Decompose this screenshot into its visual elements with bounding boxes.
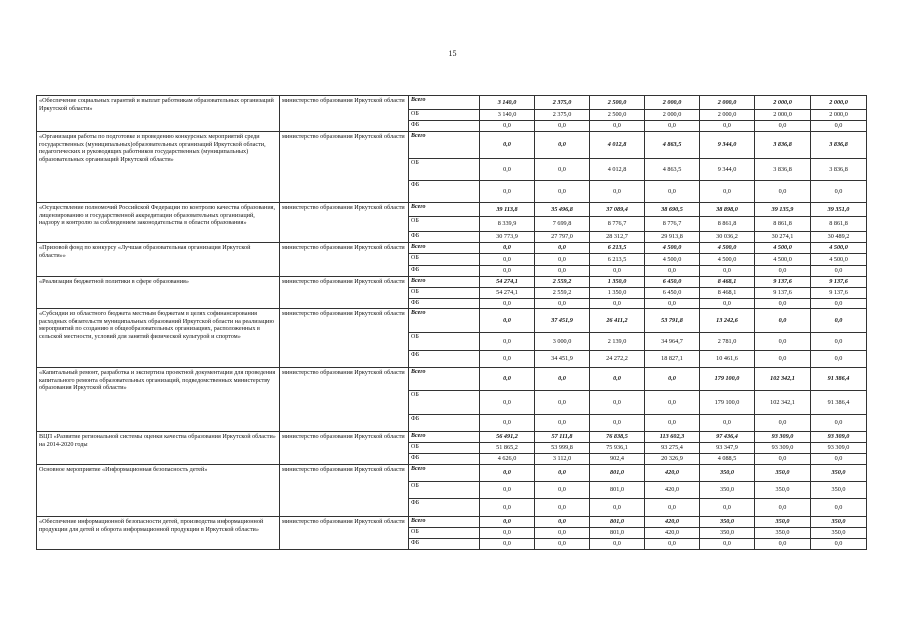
funding-source: ОБ xyxy=(409,528,480,539)
amount-cell: 2 000,0 xyxy=(755,96,811,110)
amount-cell: 10 461,6 xyxy=(700,351,755,368)
responsible-ministry: министерство образования Иркутской области xyxy=(280,96,409,132)
amount-cell: 2 000,0 xyxy=(700,110,755,121)
amount-cell: 8 776,7 xyxy=(590,217,645,232)
amount-cell: 6 450,0 xyxy=(645,287,700,298)
amount-cell: 350,0 xyxy=(811,465,867,482)
amount-cell: 0,0 xyxy=(811,309,867,333)
funding-source: Всего xyxy=(409,465,480,482)
funding-source: ФБ xyxy=(409,121,480,132)
amount-cell: 8 861,8 xyxy=(700,217,755,232)
amount-cell: 0,0 xyxy=(755,351,811,368)
amount-cell: 0,0 xyxy=(811,454,867,465)
amount-cell: 0,0 xyxy=(700,298,755,309)
funding-source: Всего xyxy=(409,96,480,110)
amount-cell: 3 140,0 xyxy=(480,96,535,110)
amount-cell: 4 500,0 xyxy=(645,254,700,266)
amount-cell: 0,0 xyxy=(535,391,590,415)
table-body xyxy=(37,96,867,550)
amount-cell: 91 386,4 xyxy=(811,368,867,391)
amount-cell: 24 272,2 xyxy=(590,351,645,368)
funding-source: ФБ xyxy=(409,539,480,550)
table-row xyxy=(37,432,867,443)
amount-cell: 4 863,5 xyxy=(645,159,700,181)
amount-cell: 0,0 xyxy=(535,266,590,277)
amount-cell: 0,0 xyxy=(645,391,700,415)
amount-cell: 2 375,0 xyxy=(535,110,590,121)
measure-name: «Субсидии из областного бюджета местным бюджетам в целях софинансирования расходных обязательств муниципальных образований Иркутской области на реализацию мероприятий по созданию в общеобразовательных организациях, расположенных в сельской местности, условий для занятий физической культурой и спортом» xyxy=(37,309,280,368)
amount-cell: 26 411,2 xyxy=(590,309,645,333)
amount-cell: 350,0 xyxy=(755,517,811,528)
amount-cell: 0,0 xyxy=(811,121,867,132)
funding-source: ОБ xyxy=(409,391,480,415)
amount-cell: 102 342,1 xyxy=(755,368,811,391)
amount-cell: 0,0 xyxy=(590,539,645,550)
amount-cell: 9 137,6 xyxy=(755,276,811,287)
amount-cell: 0,0 xyxy=(811,298,867,309)
funding-source: ФБ xyxy=(409,454,480,465)
amount-cell: 4 500,0 xyxy=(811,243,867,254)
amount-cell: 6 213,5 xyxy=(590,254,645,266)
funding-source: Всего xyxy=(409,517,480,528)
amount-cell: 0,0 xyxy=(645,415,700,432)
amount-cell: 0,0 xyxy=(645,266,700,277)
amount-cell: 9 137,6 xyxy=(811,276,867,287)
amount-cell: 350,0 xyxy=(700,528,755,539)
amount-cell: 2 500,0 xyxy=(590,110,645,121)
amount-cell: 0,0 xyxy=(700,181,755,203)
amount-cell: 350,0 xyxy=(811,482,867,499)
amount-cell: 0,0 xyxy=(755,266,811,277)
amount-cell: 179 100,0 xyxy=(700,368,755,391)
amount-cell: 3 836,8 xyxy=(755,132,811,159)
table-row xyxy=(37,517,867,528)
amount-cell: 0,0 xyxy=(811,266,867,277)
table-row xyxy=(37,96,867,110)
funding-source: ФБ xyxy=(409,298,480,309)
amount-cell: 0,0 xyxy=(480,391,535,415)
amount-cell: 9 344,0 xyxy=(700,159,755,181)
amount-cell: 801,0 xyxy=(590,465,645,482)
amount-cell: 4 012,8 xyxy=(590,132,645,159)
amount-cell: 34 451,9 xyxy=(535,351,590,368)
amount-cell: 350,0 xyxy=(755,528,811,539)
measure-name: ВЦП «Развитие региональной системы оценки качества образования Иркутской области» на 2014-2020 годы xyxy=(37,432,280,465)
amount-cell: 0,0 xyxy=(535,517,590,528)
amount-cell: 0,0 xyxy=(811,539,867,550)
amount-cell: 0,0 xyxy=(811,333,867,351)
amount-cell: 0,0 xyxy=(480,159,535,181)
table-row xyxy=(37,243,867,254)
amount-cell: 801,0 xyxy=(590,482,645,499)
amount-cell: 0,0 xyxy=(480,132,535,159)
amount-cell: 0,0 xyxy=(535,132,590,159)
funding-source: ОБ xyxy=(409,159,480,181)
responsible-ministry: министерство образования Иркутской области xyxy=(280,368,409,432)
amount-cell: 30 773,9 xyxy=(480,232,535,243)
amount-cell: 93 275,4 xyxy=(645,443,700,454)
amount-cell: 2 000,0 xyxy=(811,110,867,121)
amount-cell: 0,0 xyxy=(755,333,811,351)
amount-cell: 0,0 xyxy=(590,499,645,517)
funding-source: ФБ xyxy=(409,181,480,203)
amount-cell: 8 339,9 xyxy=(480,217,535,232)
amount-cell: 4 012,8 xyxy=(590,159,645,181)
amount-cell: 2 781,0 xyxy=(700,333,755,351)
amount-cell: 8 776,7 xyxy=(645,217,700,232)
amount-cell: 0,0 xyxy=(645,368,700,391)
amount-cell: 0,0 xyxy=(590,415,645,432)
amount-cell: 0,0 xyxy=(590,181,645,203)
table-row xyxy=(37,276,867,287)
table-row xyxy=(37,368,867,391)
amount-cell: 0,0 xyxy=(590,368,645,391)
amount-cell: 0,0 xyxy=(811,181,867,203)
amount-cell: 0,0 xyxy=(755,499,811,517)
amount-cell: 20 326,9 xyxy=(645,454,700,465)
amount-cell: 8 861,8 xyxy=(755,217,811,232)
funding-source: Всего xyxy=(409,368,480,391)
amount-cell: 4 500,0 xyxy=(811,254,867,266)
amount-cell: 0,0 xyxy=(755,309,811,333)
amount-cell: 0,0 xyxy=(535,159,590,181)
amount-cell: 51 865,2 xyxy=(480,443,535,454)
funding-source: Всего xyxy=(409,432,480,443)
amount-cell: 4 500,0 xyxy=(700,254,755,266)
amount-cell: 350,0 xyxy=(811,528,867,539)
funding-source: Всего xyxy=(409,243,480,254)
amount-cell: 3 836,8 xyxy=(755,159,811,181)
amount-cell: 350,0 xyxy=(700,482,755,499)
amount-cell: 93 347,9 xyxy=(700,443,755,454)
amount-cell: 0,0 xyxy=(535,415,590,432)
amount-cell: 0,0 xyxy=(480,243,535,254)
funding-source: ФБ xyxy=(409,351,480,368)
amount-cell: 350,0 xyxy=(700,465,755,482)
measure-name: «Обеспечение информационной безопасности детей, производства информационной продукции для детей и оборота информационной продукции в Иркутской области» xyxy=(37,517,280,550)
amount-cell: 0,0 xyxy=(645,298,700,309)
amount-cell: 2 000,0 xyxy=(645,110,700,121)
amount-cell: 54 274,1 xyxy=(480,287,535,298)
amount-cell: 8 861,8 xyxy=(811,217,867,232)
responsible-ministry: министерство образования Иркутской области xyxy=(280,203,409,243)
amount-cell: 0,0 xyxy=(535,499,590,517)
amount-cell: 0,0 xyxy=(480,298,535,309)
amount-cell: 3 140,0 xyxy=(480,110,535,121)
amount-cell: 0,0 xyxy=(480,181,535,203)
amount-cell: 8 468,1 xyxy=(700,287,755,298)
amount-cell: 4 088,5 xyxy=(700,454,755,465)
amount-cell: 0,0 xyxy=(480,351,535,368)
amount-cell: 0,0 xyxy=(480,539,535,550)
amount-cell: 29 913,8 xyxy=(645,232,700,243)
amount-cell: 0,0 xyxy=(811,499,867,517)
amount-cell: 0,0 xyxy=(480,528,535,539)
amount-cell: 0,0 xyxy=(755,539,811,550)
amount-cell: 0,0 xyxy=(480,266,535,277)
amount-cell: 0,0 xyxy=(535,254,590,266)
amount-cell: 38 690,5 xyxy=(645,203,700,217)
responsible-ministry: министерство образования Иркутской области xyxy=(280,517,409,550)
amount-cell: 0,0 xyxy=(645,499,700,517)
amount-cell: 350,0 xyxy=(700,517,755,528)
amount-cell: 420,0 xyxy=(645,517,700,528)
amount-cell: 0,0 xyxy=(700,266,755,277)
amount-cell: 57 111,8 xyxy=(535,432,590,443)
amount-cell: 9 137,6 xyxy=(755,287,811,298)
measure-name: Основное мероприятие «Информационная безопасность детей» xyxy=(37,465,280,517)
amount-cell: 0,0 xyxy=(755,298,811,309)
amount-cell: 76 838,5 xyxy=(590,432,645,443)
amount-cell: 54 274,1 xyxy=(480,276,535,287)
funding-source: ОБ xyxy=(409,254,480,266)
amount-cell: 179 100,0 xyxy=(700,391,755,415)
amount-cell: 30 036,2 xyxy=(700,232,755,243)
amount-cell: 4 500,0 xyxy=(755,243,811,254)
amount-cell: 4 863,5 xyxy=(645,132,700,159)
amount-cell: 0,0 xyxy=(535,181,590,203)
amount-cell: 35 496,8 xyxy=(535,203,590,217)
amount-cell: 3 836,8 xyxy=(811,132,867,159)
funding-source: Всего xyxy=(409,203,480,217)
table-row xyxy=(37,465,867,482)
page-number: 15 xyxy=(448,49,457,58)
amount-cell: 39 113,8 xyxy=(480,203,535,217)
measure-name: «Реализация бюджетной политики в сфере образования» xyxy=(37,276,280,309)
amount-cell: 3 112,0 xyxy=(535,454,590,465)
amount-cell: 0,0 xyxy=(480,309,535,333)
funding-source: ОБ xyxy=(409,217,480,232)
amount-cell: 0,0 xyxy=(755,415,811,432)
amount-cell: 0,0 xyxy=(811,351,867,368)
amount-cell: 3 836,8 xyxy=(811,159,867,181)
amount-cell: 801,0 xyxy=(590,528,645,539)
amount-cell: 2 139,0 xyxy=(590,333,645,351)
amount-cell: 350,0 xyxy=(811,517,867,528)
amount-cell: 0,0 xyxy=(590,298,645,309)
amount-cell: 53 999,8 xyxy=(535,443,590,454)
amount-cell: 2 000,0 xyxy=(645,96,700,110)
funding-source: ОБ xyxy=(409,443,480,454)
amount-cell: 28 312,7 xyxy=(590,232,645,243)
amount-cell: 0,0 xyxy=(535,368,590,391)
funding-source: ОБ xyxy=(409,110,480,121)
responsible-ministry: министерство образования Иркутской области xyxy=(280,432,409,465)
amount-cell: 0,0 xyxy=(535,482,590,499)
amount-cell: 102 342,1 xyxy=(755,391,811,415)
amount-cell: 53 791,8 xyxy=(645,309,700,333)
amount-cell: 0,0 xyxy=(480,465,535,482)
amount-cell: 2 559,2 xyxy=(535,276,590,287)
responsible-ministry: министерство образования Иркутской области xyxy=(280,309,409,368)
table-row xyxy=(37,309,867,333)
amount-cell: 6 450,0 xyxy=(645,276,700,287)
amount-cell: 350,0 xyxy=(755,482,811,499)
responsible-ministry: министерство образования Иркутской области xyxy=(280,276,409,309)
amount-cell: 0,0 xyxy=(645,121,700,132)
amount-cell: 8 468,1 xyxy=(700,276,755,287)
amount-cell: 0,0 xyxy=(480,482,535,499)
funding-source: ФБ xyxy=(409,232,480,243)
amount-cell: 2 559,2 xyxy=(535,287,590,298)
amount-cell: 37 089,4 xyxy=(590,203,645,217)
amount-cell: 93 309,0 xyxy=(811,432,867,443)
amount-cell: 0,0 xyxy=(480,499,535,517)
amount-cell: 75 936,1 xyxy=(590,443,645,454)
amount-cell: 0,0 xyxy=(645,181,700,203)
amount-cell: 0,0 xyxy=(535,121,590,132)
amount-cell: 420,0 xyxy=(645,465,700,482)
amount-cell: 113 602,3 xyxy=(645,432,700,443)
amount-cell: 30 274,1 xyxy=(755,232,811,243)
amount-cell: 2 375,0 xyxy=(535,96,590,110)
amount-cell: 38 898,0 xyxy=(700,203,755,217)
amount-cell: 0,0 xyxy=(700,499,755,517)
amount-cell: 34 964,7 xyxy=(645,333,700,351)
amount-cell: 0,0 xyxy=(755,454,811,465)
amount-cell: 0,0 xyxy=(480,333,535,351)
amount-cell: 0,0 xyxy=(590,391,645,415)
amount-cell: 2 500,0 xyxy=(590,96,645,110)
amount-cell: 0,0 xyxy=(480,254,535,266)
amount-cell: 18 827,1 xyxy=(645,351,700,368)
amount-cell: 13 242,6 xyxy=(700,309,755,333)
amount-cell: 7 699,8 xyxy=(535,217,590,232)
amount-cell: 0,0 xyxy=(535,465,590,482)
measure-name: «Призовой фонд по конкурсу «Лучшая образовательная организация Иркутской области»» xyxy=(37,243,280,277)
funding-source: ФБ xyxy=(409,415,480,432)
funding-source: ОБ xyxy=(409,482,480,499)
measure-name: «Организация работы по подготовке и проведению конкурсных мероприятий среди государственных (муниципальных)образовательных организаций Иркутской области, педагогических и руководящих работников государственных (муниципальных) образовательных организаций Иркутской области» xyxy=(37,132,280,203)
amount-cell: 2 000,0 xyxy=(700,96,755,110)
amount-cell: 27 797,0 xyxy=(535,232,590,243)
amount-cell: 93 309,0 xyxy=(755,432,811,443)
responsible-ministry: министерство образования Иркутской области xyxy=(280,465,409,517)
amount-cell: 93 309,0 xyxy=(811,443,867,454)
amount-cell: 93 309,0 xyxy=(755,443,811,454)
amount-cell: 0,0 xyxy=(755,181,811,203)
responsible-ministry: министерство образования Иркутской области xyxy=(280,132,409,203)
funding-source: Всего xyxy=(409,276,480,287)
measure-name: «Осуществление полномочий Российской Федерации по контролю качества образования, лицензированию и государственной аккредитации образовательных организаций, надзору и контролю за соблюдением законодательства в области образования» xyxy=(37,203,280,243)
amount-cell: 6 213,5 xyxy=(590,243,645,254)
amount-cell: 0,0 xyxy=(535,528,590,539)
table-row xyxy=(37,203,867,217)
funding-source: ФБ xyxy=(409,499,480,517)
amount-cell: 30 489,2 xyxy=(811,232,867,243)
budget-table xyxy=(36,95,867,550)
amount-cell: 39 135,9 xyxy=(755,203,811,217)
amount-cell: 0,0 xyxy=(811,415,867,432)
amount-cell: 0,0 xyxy=(535,539,590,550)
amount-cell: 4 500,0 xyxy=(755,254,811,266)
amount-cell: 97 436,4 xyxy=(700,432,755,443)
amount-cell: 1 350,0 xyxy=(590,276,645,287)
amount-cell: 3 000,0 xyxy=(535,333,590,351)
amount-cell: 0,0 xyxy=(480,415,535,432)
amount-cell: 0,0 xyxy=(700,121,755,132)
amount-cell: 350,0 xyxy=(755,465,811,482)
amount-cell: 2 000,0 xyxy=(755,110,811,121)
funding-source: Всего xyxy=(409,132,480,159)
amount-cell: 0,0 xyxy=(645,539,700,550)
funding-source: ОБ xyxy=(409,333,480,351)
amount-cell: 4 626,0 xyxy=(480,454,535,465)
amount-cell: 0,0 xyxy=(590,266,645,277)
amount-cell: 801,0 xyxy=(590,517,645,528)
amount-cell: 1 350,0 xyxy=(590,287,645,298)
funding-source: ОБ xyxy=(409,287,480,298)
amount-cell: 0,0 xyxy=(590,121,645,132)
amount-cell: 902,4 xyxy=(590,454,645,465)
responsible-ministry: министерство образования Иркутской области xyxy=(280,243,409,277)
amount-cell: 56 491,2 xyxy=(480,432,535,443)
amount-cell: 420,0 xyxy=(645,482,700,499)
measure-name: «Капитальный ремонт, разработка и экспертиза проектной документации для проведения капитального ремонта образовательных организаций, подведомственных министерству образования Иркутской области» xyxy=(37,368,280,432)
measure-name: «Обеспечение социальных гарантий и выплат работникам образовательных организаций Иркутской области» xyxy=(37,96,280,132)
funding-source: Всего xyxy=(409,309,480,333)
amount-cell: 91 386,4 xyxy=(811,391,867,415)
amount-cell: 0,0 xyxy=(700,415,755,432)
amount-cell: 9 137,6 xyxy=(811,287,867,298)
amount-cell: 0,0 xyxy=(480,121,535,132)
amount-cell: 420,0 xyxy=(645,528,700,539)
amount-cell: 0,0 xyxy=(535,243,590,254)
amount-cell: 0,0 xyxy=(480,368,535,391)
amount-cell: 2 000,0 xyxy=(811,96,867,110)
table-row xyxy=(37,132,867,159)
amount-cell: 0,0 xyxy=(700,539,755,550)
amount-cell: 9 344,0 xyxy=(700,132,755,159)
amount-cell: 39 351,0 xyxy=(811,203,867,217)
amount-cell: 4 500,0 xyxy=(645,243,700,254)
amount-cell: 0,0 xyxy=(480,517,535,528)
funding-source: ФБ xyxy=(409,266,480,277)
amount-cell: 0,0 xyxy=(755,121,811,132)
amount-cell: 4 500,0 xyxy=(700,243,755,254)
amount-cell: 0,0 xyxy=(535,298,590,309)
amount-cell: 37 451,9 xyxy=(535,309,590,333)
